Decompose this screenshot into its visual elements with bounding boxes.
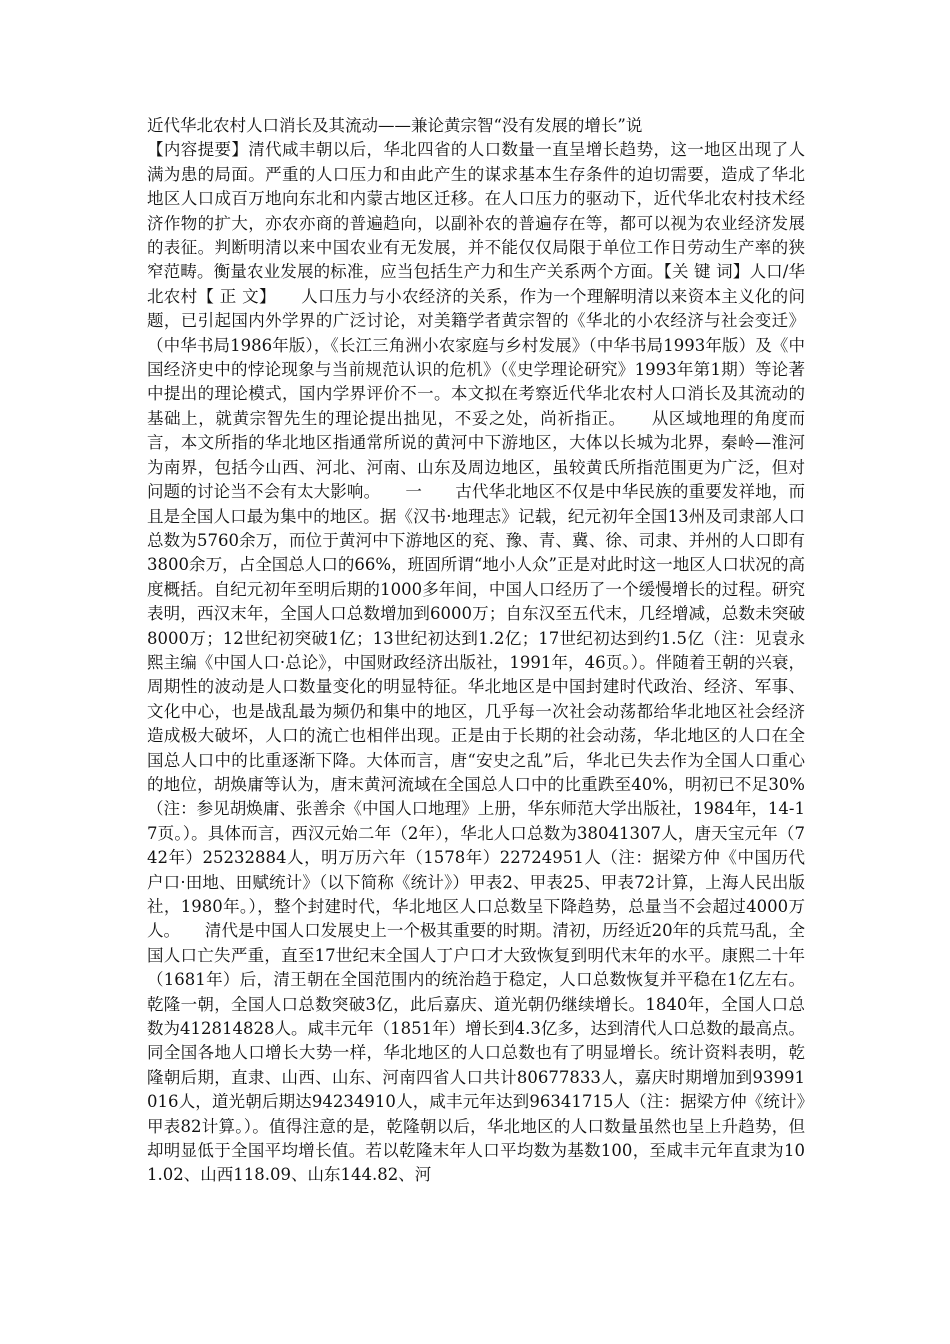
document-body: 【内容提要】清代咸丰朝以后，华北四省的人口数量一直呈增长趋势，这一地区出现了人满为患的局面。严重的人口压力和由此产生的谋求基本生存条件的迫切需要，造成了华北地区人口成百万地向东北和内蒙古地区迁移。在人口压力的驱动下，近代华北农村技术经济作物的扩大，亦农亦商的普遍趋向，以副补农的普遍存在等，都可以视为农业经济发展的表征。判断明清以来中国农业有无发展，并不能仅仅局限于单位工作日劳动生产率的狭窄范畴。衡量农业发展的标准，应当包括生产力和生产关系两个方面。【关 键 词】人口/华北农村【 正 文】 人口压力与小农经济的关系，作为一个理解明清以来资本主义化的问题，已引起国内外学界的广泛讨论，对美籍学者黄宗智的《华北的小农经济与社会变迁》（中华书局1986年版），《长江三角洲小农家庭与乡村发展》（中华书局1993年版）及《中国经济史中的悖论现象与当前规范认识的危机》（《史学理论研究》1993年第1期）等论著中提出的理论模式，国内学界评价不一。本文拟在考察近代华北农村人口消长及其流动的基础上，就黄宗智先生的理论提出拙见，不妥之处，尚祈指正。 从区域地理的角度而言，本文所指的华北地区指通常所说的黄河中下游地区，大体以长城为北界，秦岭—淮河为南界，包括今山西、河北、河南、山东及周边地区，虽较黄氏所指范围更为广泛，但对问题的讨论当不会有太大影响。 一 古代华北地区不仅是中华民族的重要发祥地，而且是全国人口最为集中的地区。据《汉书·地理志》记载，纪元初年全国13州及司隶部人口总数为5760余万，而位于黄河中下游地区的兖、豫、青、冀、徐、司隶、并州的人口即有3800余万，占全国总人口的66%，班固所谓“地小人众”正是对此时这一地区人口状况的高度概括。自纪元初年至明后期的1000多年间，中国人口经历了一个缓慢增长的过程。研究表明，西汉末年，全国人口总数增加到6000万；自东汉至五代末，几经增减，总数未突破8000万；12世纪初突破1亿；13世纪初达到1.2亿；17世纪初达到约1.5亿（注：见袁永熙主编《中国人口·总论》，中国财政经济出版社，1991年，46页。）。伴随着王朝的兴衰，周期性的波动是人口数量变化的明显特征。华北地区是中国封建时代政治、经济、军事、文化中心，也是战乱最为频仍和集中的地区，几乎每一次社会动荡都给华北地区社会经济造成极大破坏，人口的流亡也相伴出现。正是由于长期的社会动荡，华北地区的人口在全国总人口中的比重逐渐下降。大体而言，唐“安史之乱”后，华北已失去作为全国人口重心的地位，胡焕庸等认为，唐末黄河流域在全国总人口中的比重跌至40%，明初已不足30%（注：参见胡焕庸、张善余《中国人口地理》上册，华东师范大学出版社，1984年，14-17页。）。具体而言，西汉元始二年（2年），华北人口总数为38041307人，唐天宝元年（742年）25232884人，明万历六年（1578年）22724951人（注：据梁方仲《中国历代户口·田地、田赋统计》（以下简称《统计》）甲表2、甲表25、甲表72计算，上海人民出版社，1980年。），整个封建时代，华北地区人口总数呈下降趋势，总量当不会超过4000万人。 清代是中国人口发展史上一个极其重要的时期。清初，历经近20年的兵荒马乱，全国人口亡失严重，直至17世纪末全国人丁户口才大致恢复到明代末年的水平。康熙二十年（1681年）后，清王朝在全国范围内的统治趋于稳定，人口总数恢复并平稳在1亿左右。乾隆一朝，全国人口总数突破3亿，此后嘉庆、道光朝仍继续增长。1840年，全国人口总数为412814828人。咸丰元年（1851年）增长到4.3亿多，达到清代人口总数的最高点。同全国各地人口增长大势一样，华北地区的人口总数也有了明显增长。统计资料表明，乾隆朝后期，直隶、山西、山东、河南四省人口共计80677833人，嘉庆时期增加到93991016人，道光朝后期达94234910人，咸丰元年达到96341715人（注：据梁方仲《统计》甲表82计算。）。值得注意的是，乾隆朝以后，华北地区的人口数量虽然也呈上升趋势，但却明显低于全国平均增长值。若以乾隆末年人口平均数为基数100，至咸丰元年直隶为101.02、山西118.09、山东144.82、河 xyxy=(147,140,805,1185)
document-title: 近代华北农村人口消长及其流动——兼论黄宗智“没有发展的增长”说 xyxy=(147,116,643,135)
document-page xyxy=(147,114,805,1188)
